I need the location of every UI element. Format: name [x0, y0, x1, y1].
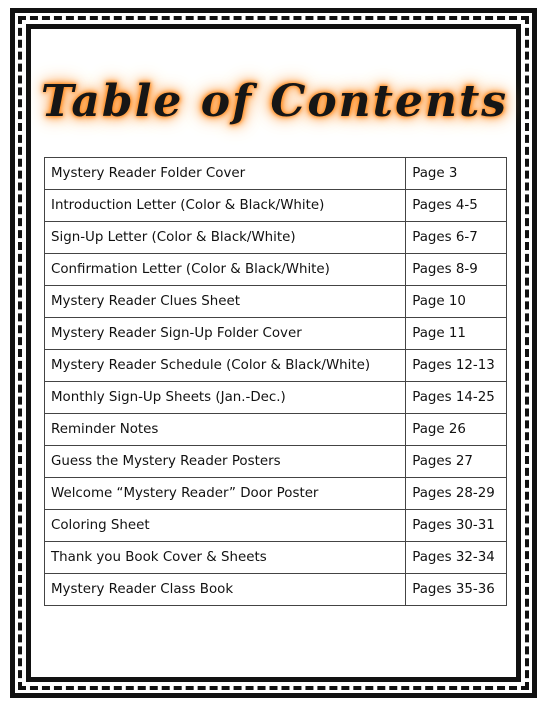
entry-title: Mystery Reader Sign-Up Folder Cover [45, 318, 406, 350]
entry-page: Page 3 [406, 158, 507, 190]
entry-title: Sign-Up Letter (Color & Black/White) [45, 222, 406, 254]
entry-title: Guess the Mystery Reader Posters [45, 446, 406, 478]
entry-page: Page 26 [406, 414, 507, 446]
table-row [45, 286, 507, 318]
table-row [45, 350, 507, 382]
entry-page: Pages 6-7 [406, 222, 507, 254]
entry-page: Pages 4-5 [406, 190, 507, 222]
entry-page: Pages 14-25 [406, 382, 507, 414]
entry-page: Page 11 [406, 318, 507, 350]
entry-title: Coloring Sheet [45, 510, 406, 542]
table-row [45, 414, 507, 446]
entry-title: Confirmation Letter (Color & Black/White) [45, 254, 406, 286]
entry-page: Pages 27 [406, 446, 507, 478]
entry-title: Welcome “Mystery Reader” Door Poster [45, 478, 406, 510]
entry-page: Page 10 [406, 286, 507, 318]
table-row [45, 542, 507, 574]
table-row [45, 254, 507, 286]
table-row [45, 382, 507, 414]
entry-title: Reminder Notes [45, 414, 406, 446]
table-row [45, 510, 507, 542]
entry-page: Pages 12-13 [406, 350, 507, 382]
entry-title: Monthly Sign-Up Sheets (Jan.-Dec.) [45, 382, 406, 414]
entry-page: Pages 28-29 [406, 478, 507, 510]
entry-title: Thank you Book Cover & Sheets [45, 542, 406, 574]
entry-title: Introduction Letter (Color & Black/White) [45, 190, 406, 222]
table-row [45, 318, 507, 350]
table-row [45, 190, 507, 222]
page-title: Table of Contents [40, 75, 509, 127]
entry-page: Pages 8-9 [406, 254, 507, 286]
entry-title: Mystery Reader Clues Sheet [45, 286, 406, 318]
table-row [45, 446, 507, 478]
title-area [40, 56, 509, 146]
entry-page: Pages 35-36 [406, 574, 507, 606]
table-row [45, 478, 507, 510]
contents-table [44, 157, 507, 606]
table-row [45, 158, 507, 190]
entry-title: Mystery Reader Folder Cover [45, 158, 406, 190]
entry-page: Pages 30-31 [406, 510, 507, 542]
entry-page: Pages 32-34 [406, 542, 507, 574]
table-row [45, 222, 507, 254]
table-row [45, 574, 507, 606]
entry-title: Mystery Reader Schedule (Color & Black/White) [45, 350, 406, 382]
entry-title: Mystery Reader Class Book [45, 574, 406, 606]
